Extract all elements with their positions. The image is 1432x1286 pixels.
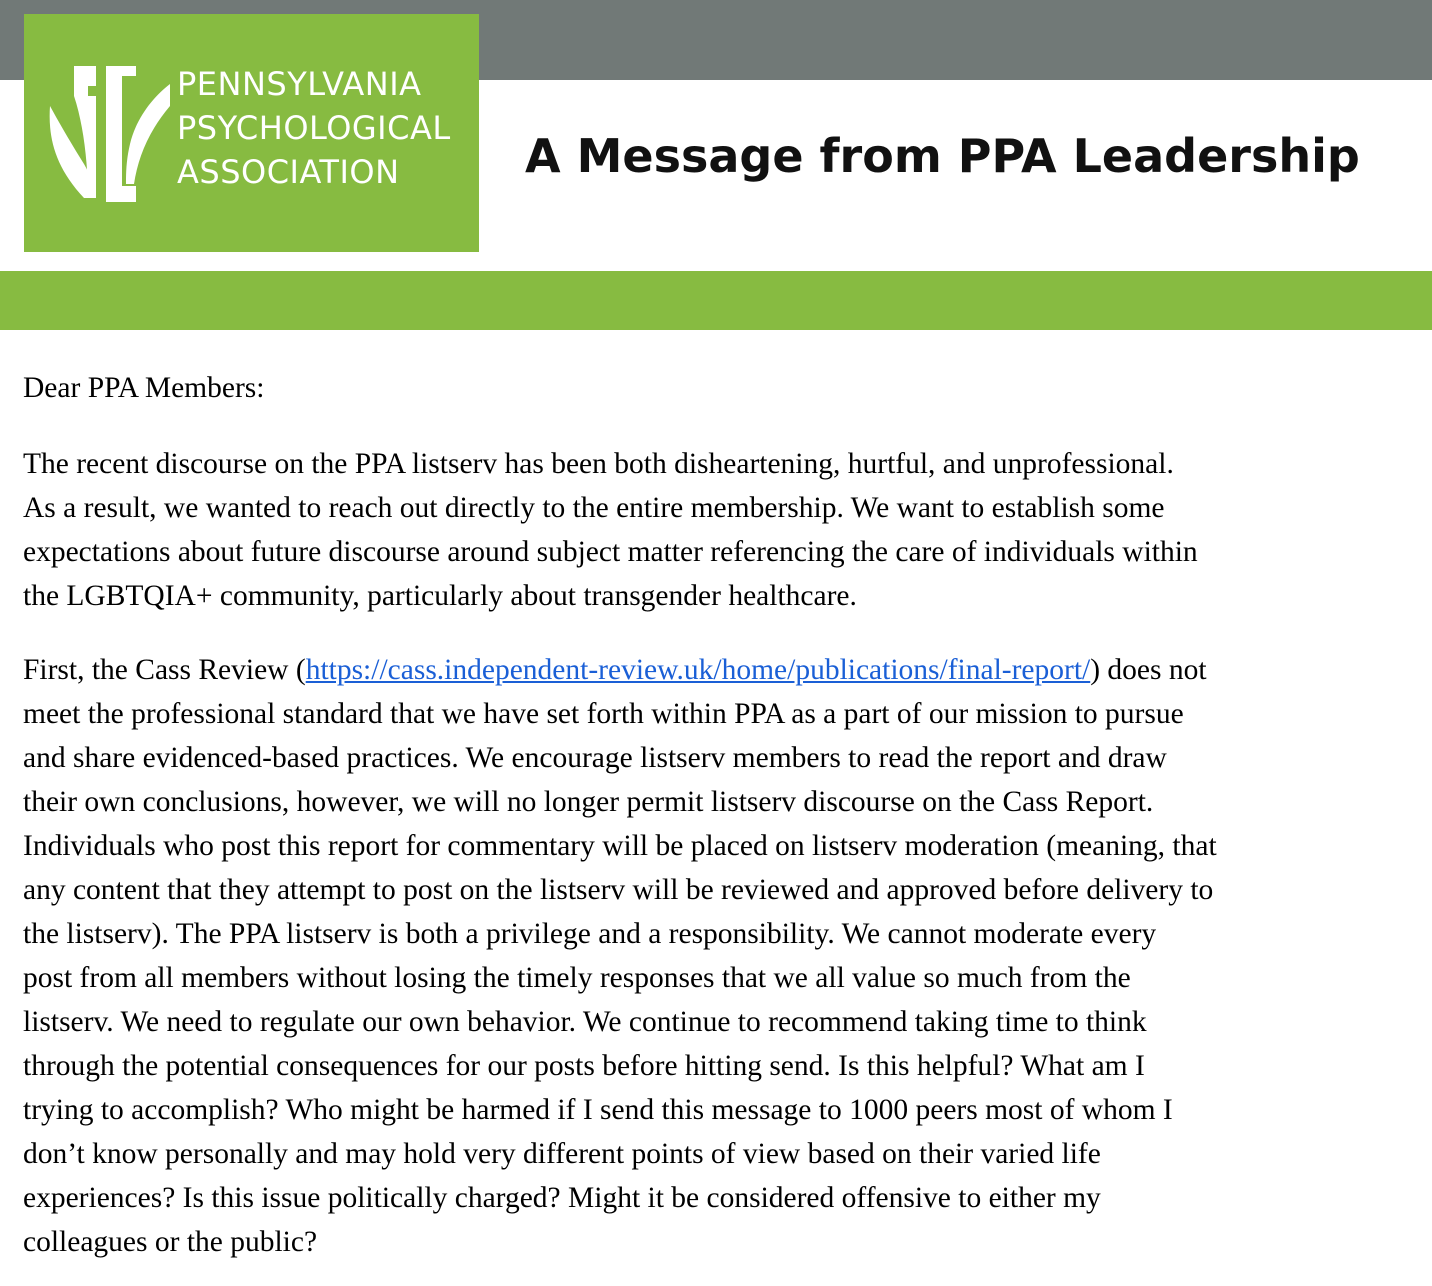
- paragraph-2-line: their own conclusions, however, we will no longer permit listserv discourse on the Cass Report.: [23, 786, 1154, 818]
- paragraph-2-line: listserv. We need to regulate our own behavior. We continue to recommend taking time to think: [23, 1006, 1147, 1038]
- paragraph-2-first-line: [23, 648, 1415, 692]
- paragraph-2-line: the listserv). The PPA listserv is both a privilege and a responsibility. We cannot moderate every: [23, 918, 1157, 950]
- paragraph-2-line: colleagues or the public?: [23, 1226, 318, 1258]
- paragraph-2-prefix: First, the Cass Review (: [23, 654, 306, 686]
- paragraph-2-line: trying to accomplish? Who might be harmed if I send this message to 1000 peers most of whom I: [23, 1094, 1173, 1126]
- ppa-leaf-logo-icon: [44, 66, 172, 202]
- paragraph-2-line: meet the professional standard that we have set forth within PPA as a part of our mission to pursue: [23, 698, 1184, 730]
- org-name: [177, 62, 451, 194]
- cass-report-link[interactable]: https://cass.independent-review.uk/home/publications/final-report/: [305, 654, 1091, 686]
- paragraph-2-line: and share evidenced-based practices. We encourage listserv members to read the report and draw: [23, 742, 1167, 774]
- paragraph-1-line: The recent discourse on the PPA listserv has been both disheartening, hurtful, and unprofessional.: [23, 448, 1174, 480]
- paragraph-2-line: Individuals who post this report for commentary will be placed on listserv moderation (meaning, that: [23, 830, 1217, 862]
- paragraph-1-line: the LGBTQIA+ community, particularly about transgender healthcare.: [23, 580, 857, 612]
- green-divider-band: [0, 271, 1432, 330]
- paragraph-2-line: any content that they attempt to post on the listserv will be reviewed and approved before delivery to: [23, 874, 1214, 906]
- paragraph-2-line: experiences? Is this issue politically charged? Might it be considered offensive to either my: [23, 1182, 1101, 1214]
- paragraph-1-line: As a result, we wanted to reach out directly to the entire membership. We want to establish some: [23, 492, 1165, 524]
- salutation: Dear PPA Members:: [23, 372, 265, 404]
- paragraph-2-suffix: ) does not: [1090, 654, 1207, 686]
- ppa-logo: [24, 14, 479, 252]
- paragraph-2-line: post from all members without losing the timely responses that we all value so much from the: [23, 962, 1131, 994]
- paragraph-2-line: don’t know personally and may hold very different points of view based on their varied life: [23, 1138, 1101, 1170]
- org-name-line-2: PSYCHOLOGICAL: [177, 109, 451, 147]
- paragraph-2-line: through the potential consequences for our posts before hitting send. Is this helpful? What am I: [23, 1050, 1145, 1082]
- org-name-line-3: ASSOCIATION: [177, 153, 400, 191]
- paragraph-1: [23, 442, 1415, 618]
- page-title: A Message from PPA Leadership: [525, 129, 1360, 183]
- letter-body: [23, 366, 1415, 1264]
- paragraph-2: [23, 648, 1415, 1264]
- org-name-line-1: PENNSYLVANIA: [177, 65, 422, 103]
- paragraph-1-line: expectations about future discourse around subject matter referencing the care of individuals within: [23, 536, 1198, 568]
